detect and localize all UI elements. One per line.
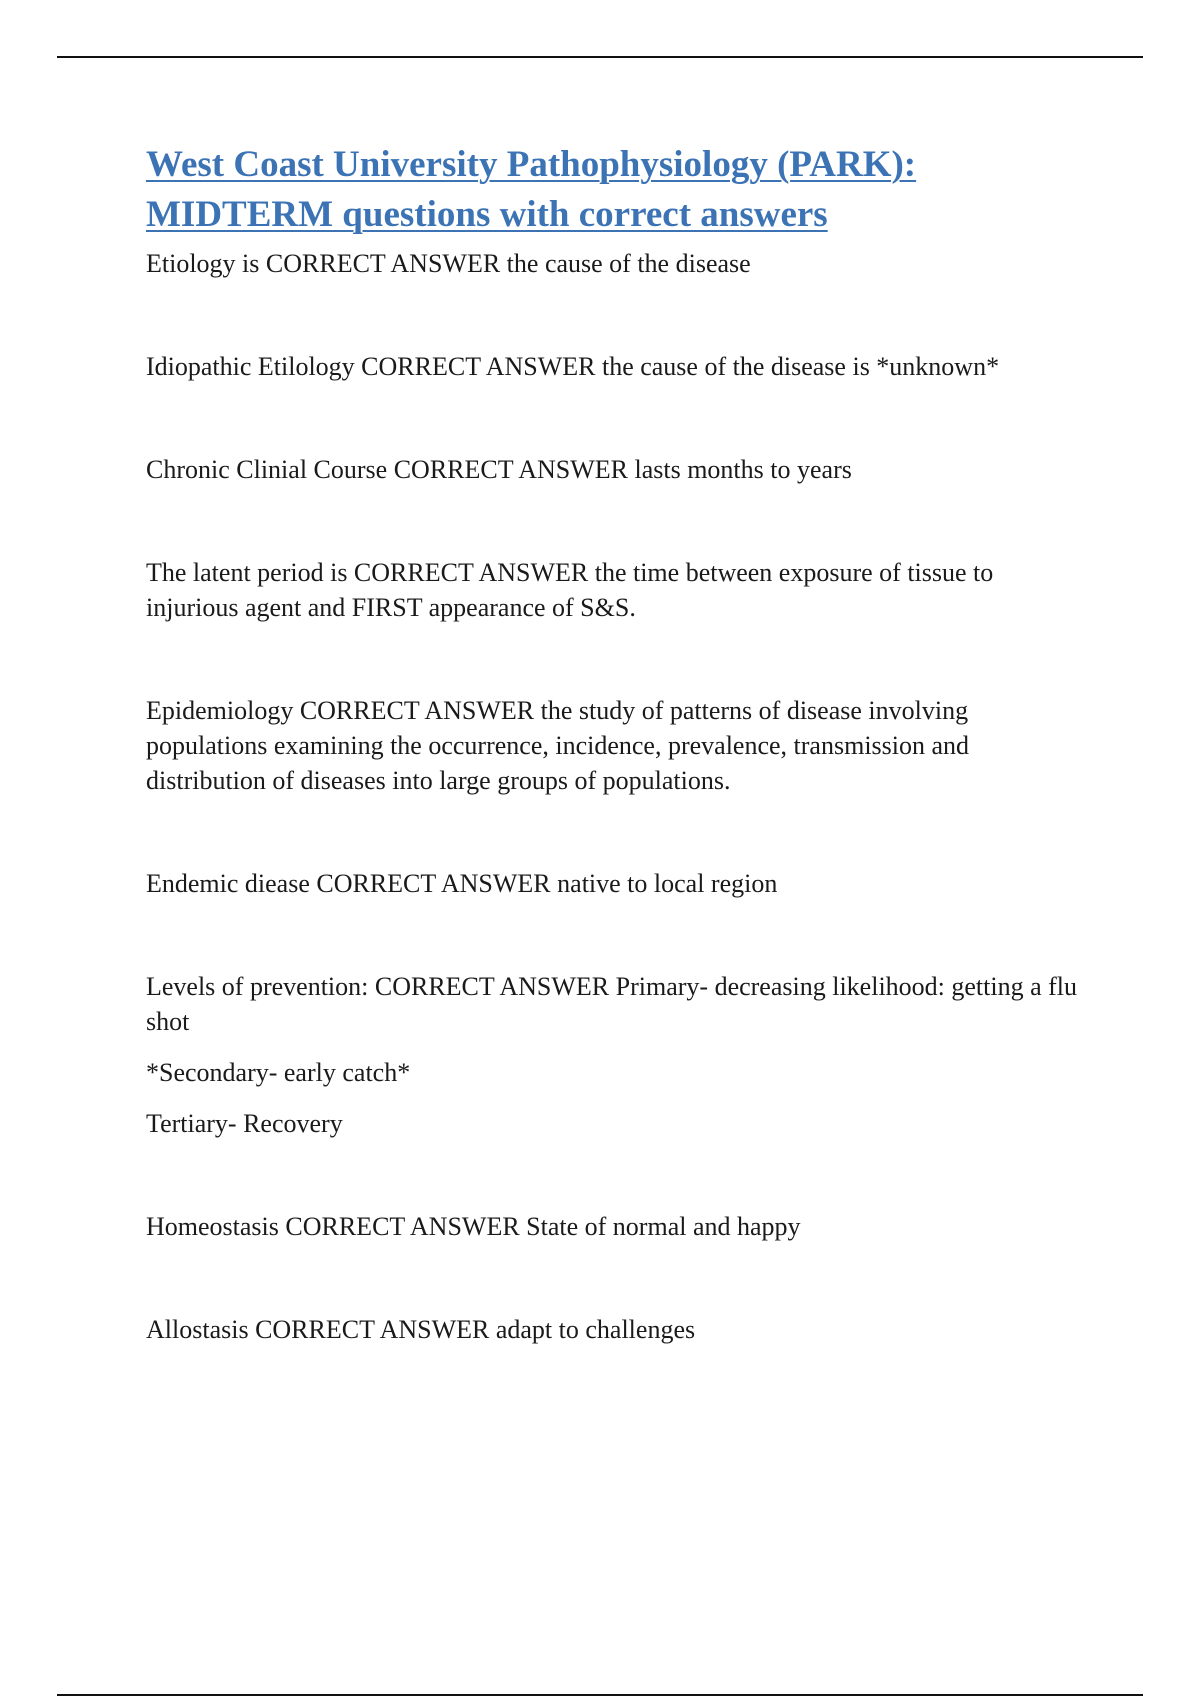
document-body — [146, 140, 1086, 1347]
qa-entry-chronic-course: Chronic Clinial Course CORRECT ANSWER lasts months to years — [146, 455, 852, 484]
qa-entry-etiology: Etiology is CORRECT ANSWER the cause of the disease — [146, 249, 751, 278]
qa-entry-endemic: Endemic diease CORRECT ANSWER native to local region — [146, 869, 778, 898]
title-line-1: West Coast University Pathophysiology (PARK): — [146, 144, 917, 185]
qa-entry-idiopathic: Idiopathic Etilology CORRECT ANSWER the cause of the disease is *unknown* — [146, 352, 1000, 381]
qa-prevention-tertiary: Tertiary- Recovery — [146, 1109, 343, 1138]
header-rule — [57, 56, 1143, 58]
footer-rule — [57, 1694, 1143, 1696]
document-title-link[interactable] — [146, 140, 1086, 240]
qa-entry-allostasis: Allostasis CORRECT ANSWER adapt to challenges — [146, 1315, 696, 1344]
title-line-2: MIDTERM questions with correct answers — [146, 194, 828, 235]
qa-entry-homeostasis: Homeostasis CORRECT ANSWER State of normal and happy — [146, 1212, 801, 1241]
qa-entry-epidemiology: Epidemiology CORRECT ANSWER the study of patterns of disease involving populations examining the occurrence, incidence, prevalence, transmission and distribution of diseases into large groups of populations. — [146, 696, 970, 795]
qa-entry-prevention-primary: Levels of prevention: CORRECT ANSWER Primary- decreasing likelihood: getting a flu shot — [146, 972, 1078, 1036]
qa-entry-latent-period: The latent period is CORRECT ANSWER the time between exposure of tissue to injurious agent and FIRST appearance of S&S. — [146, 558, 994, 622]
qa-prevention-secondary: *Secondary- early catch* — [146, 1058, 411, 1087]
